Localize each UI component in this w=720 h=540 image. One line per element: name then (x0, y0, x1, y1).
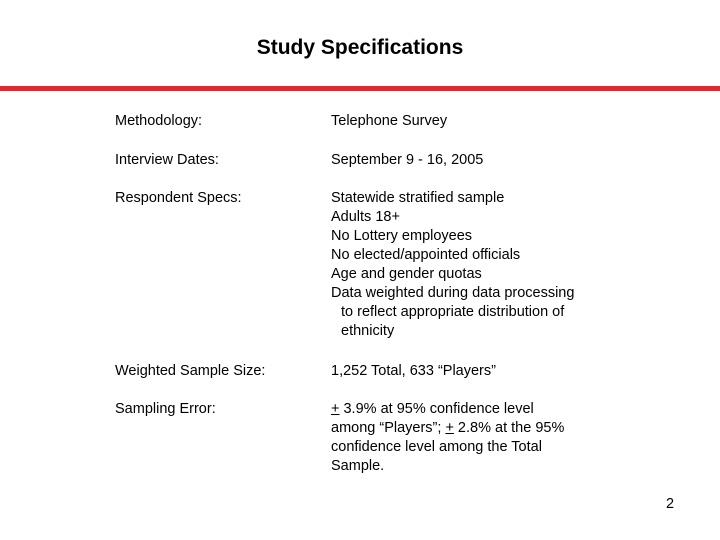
spec-value: Telephone Survey (331, 113, 448, 129)
page-title: Study Specifications (256, 36, 464, 59)
page-number: 2 (666, 496, 675, 512)
spec-label: Sampling Error: (115, 401, 216, 417)
spec-line: to reflect appropriate distribution of (341, 304, 565, 320)
spec-text: 2.8% at the 95% (453, 420, 565, 436)
spec-label: Methodology: (115, 113, 203, 129)
title-divider (0, 86, 720, 91)
spec-line (331, 400, 564, 419)
spec-line: Adults 18+ (331, 209, 400, 225)
spec-label: Interview Dates: (115, 152, 219, 168)
plus-minus-symbol: + (331, 401, 340, 417)
spec-text: among “Players”; (331, 420, 446, 436)
spec-value: September 9 - 16, 2005 (331, 152, 484, 168)
spec-line: Sample. (331, 458, 385, 474)
spec-line (331, 419, 564, 438)
spec-value: 1,252 Total, 633 “Players” (331, 363, 496, 379)
spec-line: confidence level among the Total (331, 439, 542, 455)
spec-label: Respondent Specs: (115, 190, 242, 206)
spec-line: Age and gender quotas (331, 266, 482, 282)
spec-text: 3.9% at 95% confidence level (339, 401, 534, 417)
spec-line: Data weighted during data processing (331, 285, 575, 301)
plus-minus-symbol: + (445, 420, 454, 436)
spec-line: No elected/appointed officials (331, 247, 521, 263)
spec-line: Statewide stratified sample (331, 190, 505, 206)
spec-value-list (331, 189, 574, 341)
spec-value-sampling-error (331, 400, 564, 476)
spec-line: No Lottery employees (331, 228, 473, 244)
spec-label: Weighted Sample Size: (115, 363, 266, 379)
spec-line: ethnicity (341, 323, 395, 339)
